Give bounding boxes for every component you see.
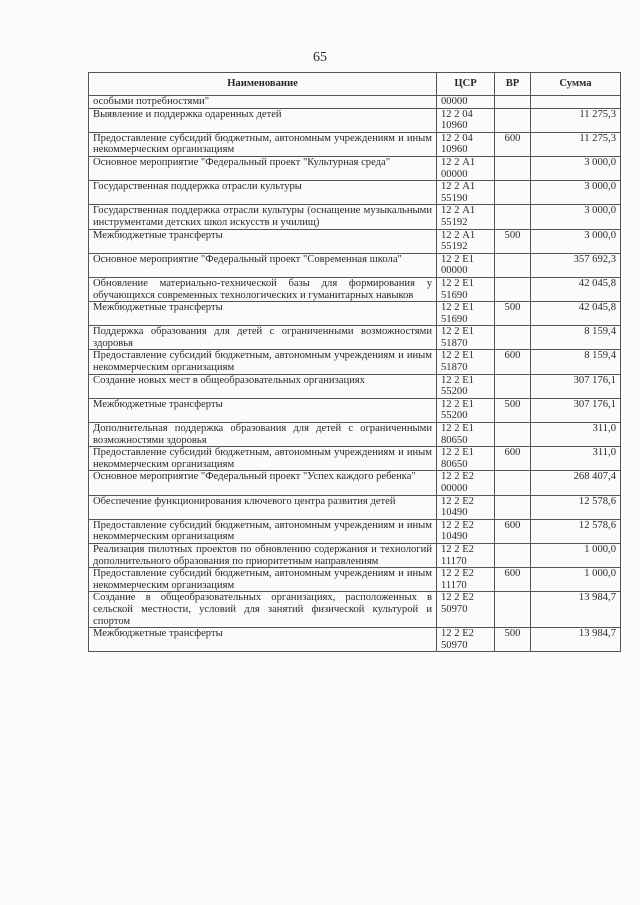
budget-table [88, 72, 621, 652]
row-sum: 357 692,3 [531, 253, 621, 277]
table-row [89, 423, 621, 447]
row-name: Реализация пилотных проектов по обновлению содержания и технологий дополнительного образования по приоритетным направлениям [89, 543, 437, 567]
row-csr-code: 12 2 Е1 [441, 326, 474, 338]
row-name: Выявление и поддержка одаренных детей [89, 108, 437, 132]
row-sum: 3 000,0 [531, 156, 621, 180]
table-row [89, 277, 621, 301]
row-name: Предоставление субсидий бюджетным, автономным учреждениям и иным некоммерческим организациям [89, 519, 437, 543]
row-csr-code: 12 2 Е2 [441, 568, 474, 580]
row-csr [437, 519, 495, 543]
row-csr-code: 12 2 Е1 [441, 277, 474, 289]
table-row [89, 543, 621, 567]
row-csr [437, 592, 495, 628]
row-sum: 311,0 [531, 447, 621, 471]
table-row [89, 471, 621, 495]
table-row [89, 205, 621, 229]
table-row [89, 398, 621, 422]
row-csr-code: 12 2 А1 [441, 205, 476, 217]
row-csr-code: 12 2 04 [441, 108, 473, 120]
row-csr [437, 205, 495, 229]
row-sum: 311,0 [531, 423, 621, 447]
row-csr [437, 229, 495, 253]
row-vr [495, 253, 531, 277]
row-csr-code: 12 2 Е1 [441, 423, 474, 435]
row-csr-subcode: 10490 [441, 531, 468, 543]
row-csr [437, 96, 495, 109]
row-csr-code: 12 2 04 [441, 132, 473, 144]
row-name: особыми потребностями" [89, 96, 437, 109]
row-csr-code: 12 2 Е1 [441, 398, 474, 410]
table-row [89, 96, 621, 109]
row-csr-subcode: 55200 [441, 386, 468, 398]
row-csr-code: 12 2 Е2 [441, 519, 474, 531]
row-vr [495, 181, 531, 205]
row-csr [437, 398, 495, 422]
column-header-vr: ВР [495, 73, 531, 96]
row-csr-subcode: 55190 [441, 192, 468, 204]
row-csr [437, 132, 495, 156]
row-csr-subcode: 50970 [441, 639, 468, 651]
row-csr [437, 447, 495, 471]
row-csr [437, 543, 495, 567]
row-csr [437, 277, 495, 301]
row-name: Государственная поддержка отрасли культуры [89, 181, 437, 205]
row-name: Обеспечение функционирования ключевого центра развития детей [89, 495, 437, 519]
row-vr [495, 471, 531, 495]
row-csr-subcode: 80650 [441, 434, 468, 446]
table-row [89, 181, 621, 205]
row-csr-subcode: 55200 [441, 410, 468, 422]
row-vr [495, 205, 531, 229]
table-row [89, 495, 621, 519]
row-csr-code: 12 2 Е2 [441, 592, 474, 604]
row-csr-subcode: 00000 [441, 265, 468, 277]
row-sum: 307 176,1 [531, 374, 621, 398]
row-csr-subcode: 51870 [441, 337, 468, 349]
row-csr-code: 12 2 Е1 [441, 374, 474, 386]
row-csr-code: 00000 [441, 96, 468, 107]
row-vr: 500 [495, 398, 531, 422]
row-csr [437, 495, 495, 519]
row-csr [437, 471, 495, 495]
table-row [89, 592, 621, 628]
row-csr-subcode: 51690 [441, 289, 468, 301]
row-sum: 42 045,8 [531, 277, 621, 301]
row-sum: 3 000,0 [531, 229, 621, 253]
row-vr: 600 [495, 350, 531, 374]
row-name: Основное мероприятие "Федеральный проект "Культурная среда" [89, 156, 437, 180]
row-vr [495, 495, 531, 519]
row-csr-code: 12 2 А1 [441, 229, 476, 241]
row-name: Межбюджетные трансферты [89, 229, 437, 253]
row-csr [437, 302, 495, 326]
row-vr: 500 [495, 229, 531, 253]
row-vr: 500 [495, 302, 531, 326]
row-vr: 500 [495, 628, 531, 652]
column-header-csr: ЦСР [437, 73, 495, 96]
table-header-row [89, 73, 621, 96]
row-sum: 8 159,4 [531, 350, 621, 374]
row-vr [495, 326, 531, 350]
table-row [89, 229, 621, 253]
row-name: Основное мероприятие "Федеральный проект "Современная школа" [89, 253, 437, 277]
row-csr-code: 12 2 Е1 [441, 302, 474, 314]
row-sum: 1 000,0 [531, 568, 621, 592]
row-csr-subcode: 11170 [441, 555, 467, 567]
row-csr-code: 12 2 Е2 [441, 495, 474, 507]
row-csr [437, 253, 495, 277]
row-csr-subcode: 10960 [441, 120, 468, 132]
row-csr [437, 181, 495, 205]
table-row [89, 108, 621, 132]
row-csr-subcode: 51690 [441, 313, 468, 325]
table-row [89, 519, 621, 543]
row-csr-subcode: 55192 [441, 241, 468, 253]
row-name: Основное мероприятие "Федеральный проект "Успех каждого ребенка" [89, 471, 437, 495]
row-csr-subcode: 55192 [441, 216, 468, 228]
row-csr [437, 568, 495, 592]
row-sum: 268 407,4 [531, 471, 621, 495]
row-csr-subcode: 11170 [441, 579, 467, 591]
row-sum: 8 159,4 [531, 326, 621, 350]
row-sum: 3 000,0 [531, 181, 621, 205]
row-csr-subcode: 51870 [441, 362, 468, 374]
page-number: 65 [313, 50, 327, 65]
row-name: Поддержка образования для детей с ограниченными возможностями здоровья [89, 326, 437, 350]
row-name: Предоставление субсидий бюджетным, автономным учреждениям и иным некоммерческим организациям [89, 132, 437, 156]
row-vr [495, 108, 531, 132]
row-vr: 600 [495, 132, 531, 156]
row-csr [437, 326, 495, 350]
table-row [89, 132, 621, 156]
row-csr [437, 350, 495, 374]
table-row [89, 568, 621, 592]
table-row [89, 374, 621, 398]
row-csr [437, 374, 495, 398]
row-sum: 1 000,0 [531, 543, 621, 567]
row-vr [495, 543, 531, 567]
row-sum: 13 984,7 [531, 628, 621, 652]
row-vr: 600 [495, 519, 531, 543]
row-csr-code: 12 2 Е1 [441, 253, 474, 265]
row-csr-code: 12 2 Е2 [441, 628, 474, 640]
row-name: Межбюджетные трансферты [89, 302, 437, 326]
row-vr [495, 96, 531, 109]
row-name: Межбюджетные трансферты [89, 398, 437, 422]
row-csr-subcode: 00000 [441, 483, 468, 494]
row-name: Обновление материально-технической базы для формирования у обучающихся современных технологических и гуманитарных навыков [89, 277, 437, 301]
column-header-name: Наименование [89, 73, 437, 96]
row-name: Государственная поддержка отрасли культуры (оснащение музыкальными инструментами детских школ искусств и училищ) [89, 205, 437, 229]
row-name: Создание новых мест в общеобразовательных организациях [89, 374, 437, 398]
row-sum: 42 045,8 [531, 302, 621, 326]
row-csr [437, 156, 495, 180]
row-sum: 11 275,3 [531, 132, 621, 156]
row-vr [495, 156, 531, 180]
row-csr [437, 423, 495, 447]
row-sum: 307 176,1 [531, 398, 621, 422]
table-row [89, 447, 621, 471]
row-csr-code: 12 2 А1 [441, 181, 476, 193]
row-vr [495, 277, 531, 301]
row-name: Предоставление субсидий бюджетным, автономным учреждениям и иным некоммерческим организациям [89, 568, 437, 592]
table-row [89, 628, 621, 652]
row-csr-code: 12 2 А1 [441, 156, 476, 168]
row-sum: 3 000,0 [531, 205, 621, 229]
row-vr: 600 [495, 568, 531, 592]
row-name: Предоставление субсидий бюджетным, автономным учреждениям и иным некоммерческим организациям [89, 447, 437, 471]
row-name: Межбюджетные трансферты [89, 628, 437, 652]
row-csr-code: 12 2 Е1 [441, 447, 474, 459]
row-sum [531, 96, 621, 109]
row-name: Создание в общеобразовательных организациях, расположенных в сельской местности, условий для занятий физической культурой и спортом [89, 592, 437, 628]
row-csr-subcode: 80650 [441, 458, 468, 470]
table-row [89, 350, 621, 374]
row-sum: 12 578,6 [531, 519, 621, 543]
row-csr-subcode: 10490 [441, 507, 468, 519]
column-header-sum: Сумма [531, 73, 621, 96]
row-csr [437, 108, 495, 132]
row-csr-code: 12 2 Е2 [441, 543, 474, 555]
row-csr [437, 628, 495, 652]
row-vr [495, 592, 531, 628]
table-row [89, 156, 621, 180]
row-csr-code: 12 2 Е1 [441, 350, 474, 362]
row-sum: 11 275,3 [531, 108, 621, 132]
row-sum: 13 984,7 [531, 592, 621, 628]
table-row [89, 253, 621, 277]
row-vr [495, 423, 531, 447]
table-row [89, 326, 621, 350]
row-vr [495, 374, 531, 398]
row-csr-subcode: 50970 [441, 603, 468, 615]
row-csr-code: 12 2 Е2 [441, 471, 474, 483]
row-csr-subcode: 00000 [441, 168, 468, 180]
row-sum: 12 578,6 [531, 495, 621, 519]
row-name: Предоставление субсидий бюджетным, автономным учреждениям и иным некоммерческим организациям [89, 350, 437, 374]
row-name: Дополнительная поддержка образования для детей с ограниченными возможностями здоровья [89, 423, 437, 447]
row-vr: 600 [495, 447, 531, 471]
table-row [89, 302, 621, 326]
row-csr-subcode: 10960 [441, 144, 468, 156]
